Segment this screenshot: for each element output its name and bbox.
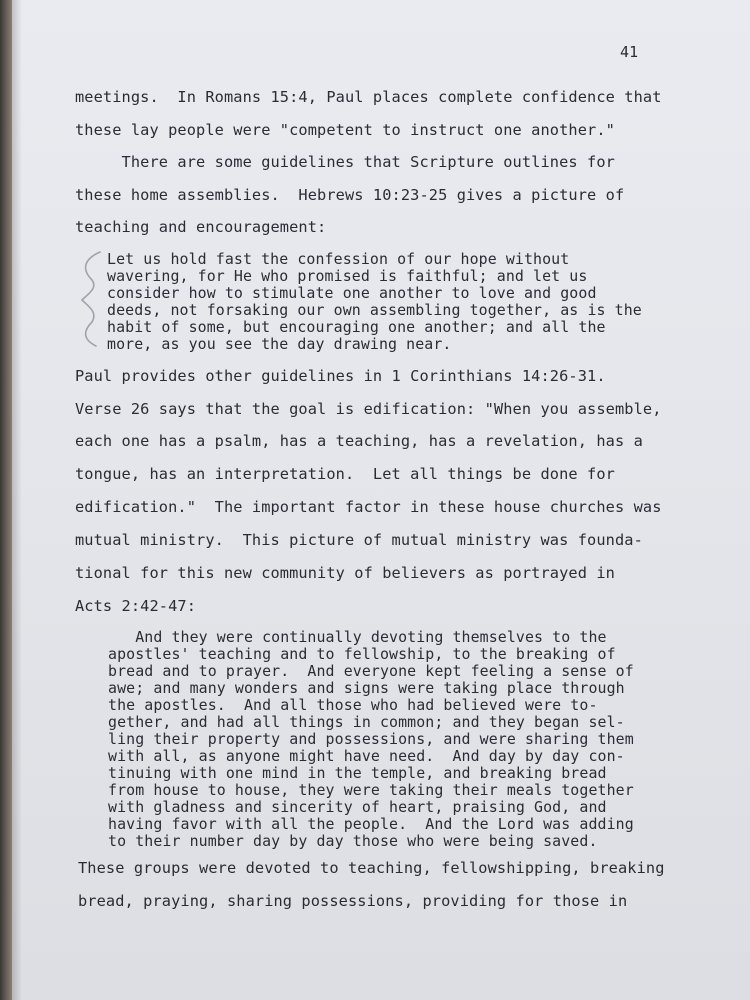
book-spine (0, 0, 12, 1000)
quote2-line-11: with gladness and sincerity of heart, praising God, and (108, 798, 607, 816)
quote2-line-5: the apostles. And all those who had believed were to- (108, 696, 598, 714)
quote1-line-4: deeds, not forsaking our own assembling together, as is the (107, 301, 642, 319)
body2-line-8: Acts 2:42-47: (75, 597, 197, 615)
quote2-line-12: having favor with all the people. And the Lord was adding (108, 815, 634, 833)
page-number: 41 (620, 43, 639, 61)
quote1-line-1: Let us hold fast the confession of our hope without (107, 250, 570, 268)
book-page (12, 0, 750, 1000)
quote1-line-5: habit of some, but encouraging one another; and all the (107, 318, 606, 336)
body-line-4: these home assemblies. Hebrews 10:23-25 gives a picture of (75, 186, 625, 204)
quote2-line-10: from house to house, they were taking their meals together (108, 781, 634, 799)
quote2-line-1: And they were continually devoting themselves to the (108, 628, 607, 646)
body3-line-2: bread, praying, sharing possessions, providing for those in (78, 892, 628, 910)
body2-line-3: each one has a psalm, has a teaching, has a revelation, has a (75, 432, 643, 450)
body-line-3: There are some guidelines that Scripture outlines for (75, 153, 615, 171)
quote2-line-3: bread and to prayer. And everyone kept feeling a sense of (108, 662, 634, 680)
body-line-5: teaching and encouragement: (75, 218, 327, 236)
body-line-2: these lay people were "competent to instruct one another." (75, 121, 615, 139)
quote2-line-9: tinuing with one mind in the temple, and breaking bread (108, 764, 607, 782)
quote2-line-6: gether, and had all things in common; and they began sel- (108, 713, 625, 731)
body2-line-7: tional for this new community of believers as portrayed in (75, 564, 615, 582)
handwritten-bracket-mark (74, 250, 104, 348)
quote1-line-6: more, as you see the day drawing near. (107, 335, 452, 353)
body2-line-6: mutual ministry. This picture of mutual ministry was founda- (75, 531, 643, 549)
body2-line-5: edification." The important factor in these house churches was (75, 498, 662, 516)
body2-line-1: Paul provides other guidelines in 1 Corinthians 14:26-31. (75, 367, 606, 385)
quote2-line-2: apostles' teaching and to fellowship, to the breaking of (108, 645, 616, 663)
body2-line-4: tongue, has an interpretation. Let all things be done for (75, 465, 615, 483)
body3-line-1: These groups were devoted to teaching, fellowshipping, breaking (78, 859, 665, 877)
quote1-line-2: wavering, for He who promised is faithful; and let us (107, 267, 588, 285)
quote2-line-13: to their number day by day those who were being saved. (108, 832, 598, 850)
quote2-line-8: with all, as anyone might have need. And day by day con- (108, 747, 625, 765)
body2-line-2: Verse 26 says that the goal is edification: "When you assemble, (75, 400, 662, 418)
quote2-line-7: ling their property and possessions, and were sharing them (108, 730, 634, 748)
quote1-line-3: consider how to stimulate one another to love and good (107, 284, 597, 302)
quote2-line-4: awe; and many wonders and signs were taking place through (108, 679, 625, 697)
body-line-1: meetings. In Romans 15:4, Paul places complete confidence that (75, 88, 662, 106)
